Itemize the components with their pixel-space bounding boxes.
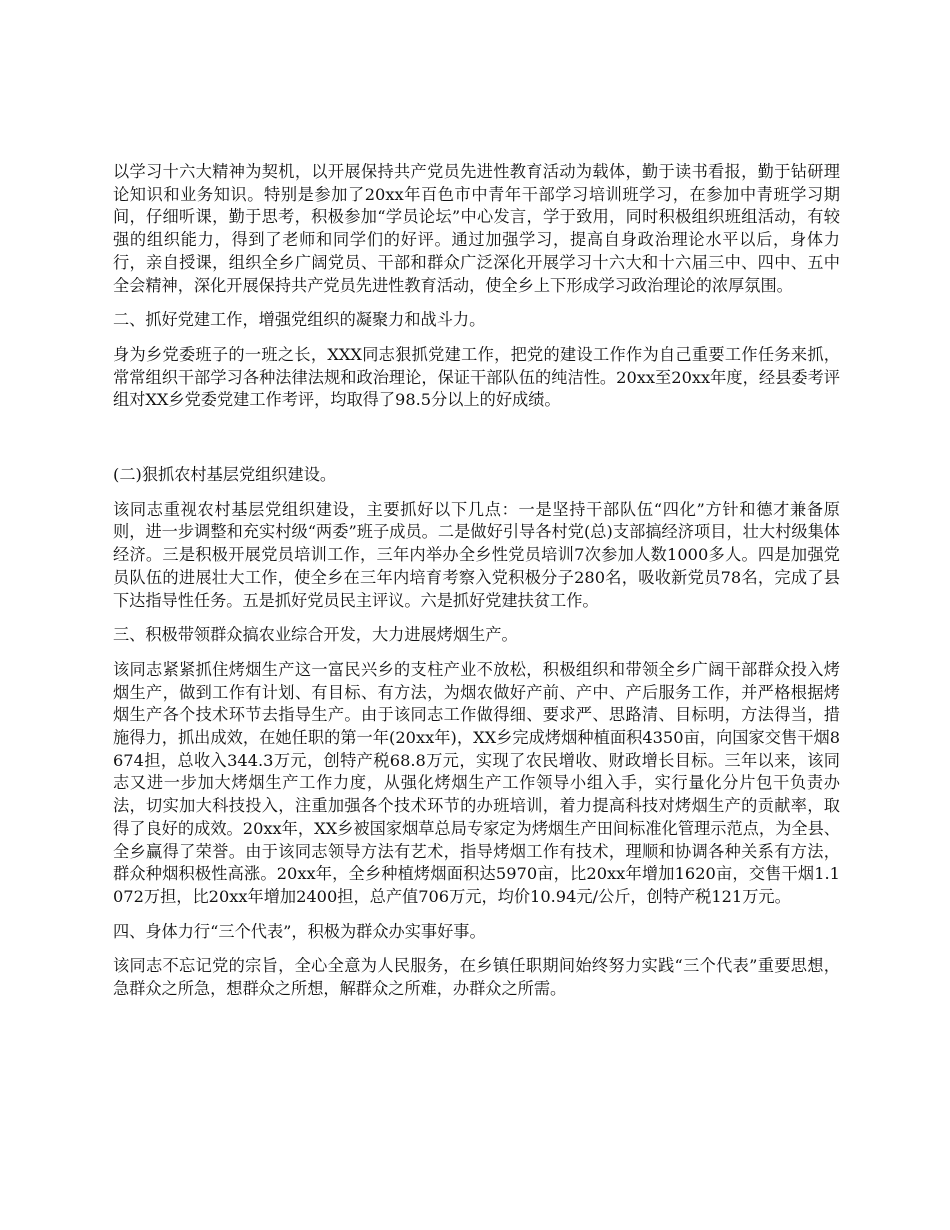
section-4-paragraph: 该同志不忘记党的宗旨，全心全意为人民服务，在乡镇任职期间始终努力实践“三个代表”重要思想，急群众之所急，想群众之所想，解群众之所难，办群众之所需。 xyxy=(113,956,840,999)
intro-paragraph: 以学习十六大精神为契机，以开展保持共产党员先进性教育活动为载体，勤于读书看报，勤于钻研理论知识和业务知识。特别是参加了20xx年百色市中青年干部学习培训班学习，在参加中青班学习期间，仔细听课，勤于思考，积极参加“学员论坛”中心发言，学于致用，同时积极组织班组活动，有较强的组织能力，得到了老师和同学们的好评。通过加强学习，提高自身政治理论水平以后，身体力行，亲自授课，组织全乡广阔党员、干部和群众广泛深化开展学习十六大和十六届三中、四中、五中全会精神，深化开展保持共产党员先进性教育活动，使全乡上下形成学习政治理论的浓厚氛围。 xyxy=(113,162,840,295)
section-2-paragraph: 身为乡党委班子的一班之长，XXX同志狠抓党建工作，把党的建设工作作为自己重要工作任务来抓，常常组织干部学习各种法律法规和政治理论，保证干部队伍的纯洁性。20xx至20xx年度，经县委考评组对XX乡党委党建工作考评，均取得了98.5分以上的好成绩。 xyxy=(113,344,840,410)
section-2-heading: 二、抓好党建工作，增强党组织的凝聚力和战斗力。 xyxy=(113,310,486,330)
blank-gap xyxy=(113,424,840,464)
document-body xyxy=(113,161,840,1013)
section-3-paragraph: 该同志紧紧抓住烤烟生产这一富民兴乡的支柱产业不放松，积极组织和带领全乡广阔干部群众投入烤烟生产，做到工作有计划、有目标、有方法，为烟农做好产前、产中、产后服务工作，并严格根据烤烟生产各个技术环节去指导生产。由于该同志工作做得细、要求严、思路清、目标明，方法得当，措施得力，抓出成效，在她任职的第一年(20xx年)，XX乡完成烤烟种植面积4350亩，向国家交售干烟8674担，总收入344.3万元，创特产税68.8万元，实现了农民增收、财政增长目标。三年以来，该同志又进一步加大烤烟生产工作力度，从强化烤烟生产工作领导小组入手，实行量化分片包干负责办法，切实加大科技投入，注重加强各个技术环节的办班培训，着力提高科技对烤烟生产的贡献率，取得了良好的成效。20xx年，XX乡被国家烟草总局专家定为烤烟生产田间标准化管理示范点，为全县、全乡赢得了荣誉。由于该同志领导方法有艺术，指导烤烟工作有技术，理顺和协调各种关系有方法，群众种烟积极性高涨。20xx年，全乡种植烤烟面积达5970亩，比20xx年增加1620亩，交售干烟1.1072万担，比20xx年增加2400担，总产值706万元，均价10.94元/公斤，创特产税121万元。 xyxy=(113,659,840,906)
subsection-heading: (二)狠抓农村基层党组织建设。 xyxy=(113,465,337,485)
section-3-heading: 三、积极带领群众搞农业综合开发，大力进展烤烟生产。 xyxy=(113,625,518,645)
section-4-heading: 四、身体力行“三个代表”，积极为群众办实事好事。 xyxy=(113,921,486,941)
subsection-paragraph: 该同志重视农村基层党组织建设，主要抓好以下几点：一是坚持干部队伍“四化”方针和德才兼备原则，进一步调整和充实村级“两委”班子成员。二是做好引导各村党(总)支部搞经济项目，壮大村级集体经济。三是积极开展党员培训工作，三年内举办全乡性党员培训7次参加人数1000多人。四是加强党员队伍的进展壮大工作，使全乡在三年内培育考察入党积极分子280名，吸收新党员78名，完成了县下达指导性任务。五是抓好党员民主评议。六是抓好党建扶贫工作。 xyxy=(113,499,840,610)
